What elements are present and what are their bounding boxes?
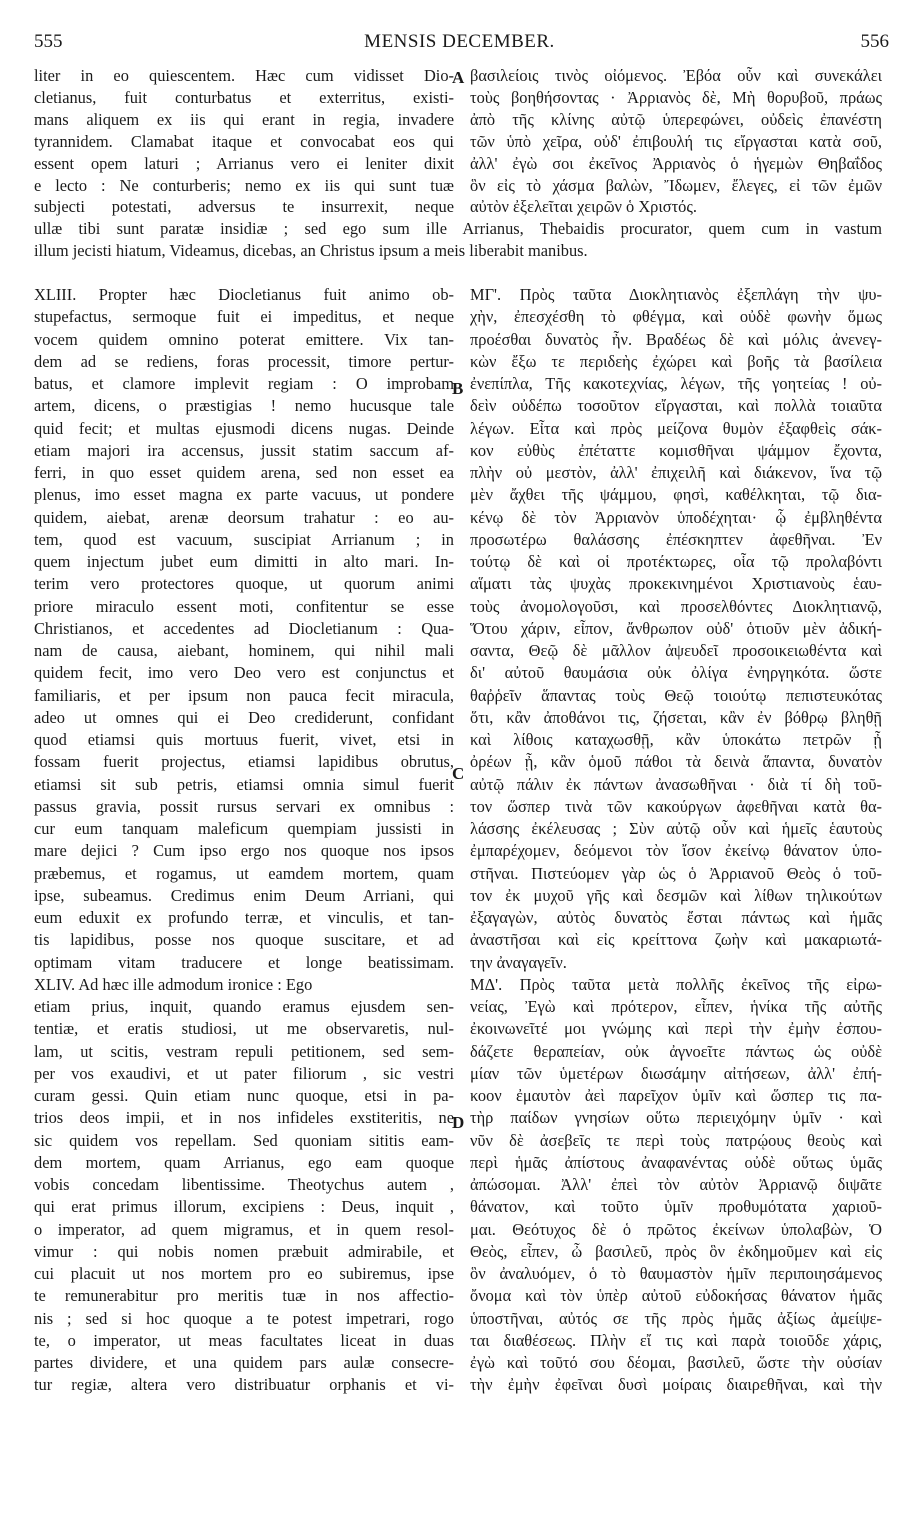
text-line: vimur : qui nobis nomen præbuit admirabile, et xyxy=(34,1241,454,1261)
text-line: τούτῳ δὲ καὶ οἱ προτέκτωρες, οἷα τῷ προλαβόντι xyxy=(470,552,882,571)
text-line: ὃν εἰς τὸ χάσμα βαλὼν, Ἴδωμεν, ἔλεγες, εἰ τῶν ἐμῶν xyxy=(470,175,882,195)
text-line: θαῤῥεῖν ἅπαντας τοὺς Θεῷ τοιούτῳ πεπιστευκότας xyxy=(470,685,882,705)
text-line: ὃν ἀναλυόμεν, ὁ τὸ θαυμαστὸν ἡμῖν περιποιησάμενος xyxy=(470,1264,882,1283)
text-line: μίαν τῶν ὑμετέρων διωσάμην αἰτήσεων, ἀλλ' ἐπή- xyxy=(470,1063,882,1083)
text-line: etiam prius, inquit, quando eramus ejusdem sen- xyxy=(34,997,454,1016)
text-line: ullæ tibi sunt paratæ insidiæ ; sed ego sum ille Arrianus, Thebaidis procurator, quem cum in vastum xyxy=(34,219,882,238)
text-line: λάσσης ἐκέλευσας ; Σὺν αὐτῷ οὖν καὶ ἡμεῖς ἑαυτοὺς xyxy=(470,819,882,838)
text-line: τὴρ παίδων γνησίων οὕτω περιειχόμην ὑμῖν · καὶ xyxy=(470,1108,882,1128)
text-line: partes dividere, et una quidem pars aulæ consecre- xyxy=(34,1353,454,1372)
text-line: ἐμπαρέχομεν, δεόμενοι τὸν ἴσον ἐκείνῳ θάνατον ὑπο- xyxy=(470,841,882,861)
text-line: ἐκοινωνεῖτέ μοι γνώμης καὶ περὶ τὴν ἐμὴν ἐσπου- xyxy=(470,1019,882,1039)
text-line: βασιλείοις τινὸς οἰόμενος. Ἐβόα οὖν καὶ συνεκάλει xyxy=(470,66,882,85)
section-marker-d: D xyxy=(452,1113,465,1132)
text-line: cletianus, fuit conturbatus et exterritus, existi- xyxy=(34,87,454,107)
text-line: plenus, imo esset magna ex parte vacuus, ut pondere xyxy=(34,485,454,505)
text-line: mare dejici ? Cum ipso ergo nos quoque nos ipsos xyxy=(34,841,454,861)
text-line: ὑποστῆναι, αὐτός σε τῆς πρὸς ἡμᾶς ἀξίως ἀμείψε- xyxy=(470,1308,882,1328)
text-line: ferri, in quo esset quidem arena, sed non esset ea xyxy=(34,463,454,482)
page-number-left: 555 xyxy=(34,31,63,52)
text-line: vobis concedam libentissime. Theotychus autem , xyxy=(34,1175,454,1194)
text-line: Ὅτου χάριν, εἶπον, ἄνθρωπον οὐδ' ὁτιοῦν μὲν ἀδική- xyxy=(470,618,882,638)
text-line: quid fecit; et multas ejusmodi dicens nugas. Deinde xyxy=(34,418,454,438)
text-line: lam, ut scitis, vestram repuli petitionem, sed sem- xyxy=(34,1041,454,1061)
text-line: etiam majori ira accensus, jussit statim saccum af- xyxy=(34,440,454,460)
text-line: optimam vitam traducere et longe beatissimam. xyxy=(34,952,454,972)
text-line: Θεὸς, εἶπεν, ὦ βασιλεῦ, πρὸς ὃν ἐκδημοῦμεν καὶ εἰς xyxy=(470,1241,882,1261)
text-line: illum jecisti hiatum, Videamus, dicebas, an Christus ipsum a meis liberabit manibus. xyxy=(34,241,588,260)
text-line: προέσθαι δυνατὸς ἦν. Βραδέως δὲ καὶ μόλις ἀνενεγ- xyxy=(470,329,882,349)
text-line: dem ad se rediens, foras processit, timore pertur- xyxy=(34,351,454,371)
text-line: essent opem laturi ; Arrianus vero ei leniter dixit xyxy=(34,153,454,173)
text-line: ipse, subeamus. Credimus enim Deum Arriani, qui xyxy=(34,885,454,905)
text-line: quod etiamsi quis mortuus fuerit, vivet, etsi in xyxy=(34,730,454,749)
text-line: tis lapidibus, posse nos quoque suscitare, et ad xyxy=(34,930,454,950)
text-line: stupefactus, sermoque fuit ei impeditus, et neque xyxy=(34,307,454,327)
text-line: δεὶν οὐδέπω τοσοῦτον εἴργασται, καὶ πολλὰ τοιαῦτα xyxy=(470,396,882,416)
text-line: o imperator, ad quem migramus, et in quem resol- xyxy=(34,1219,454,1239)
text-line: ΜΔ'. Πρὸς ταῦτα μετὰ πολλῆς ἐκεῖνος τῆς εἰρω- xyxy=(470,974,882,994)
text-line: sic quidem vos repellam. Sed quoniam sititis eam- xyxy=(34,1130,454,1150)
text-line: σαντα, Θεῷ δὲ μᾶλλον ἀψευδεῖ προσοικειωθέντα καὶ xyxy=(470,641,882,660)
text-line: χὴν, ἐπεσχέσθη τὸ φθέγμα, καὶ οὐδὲ φωνὴν ὅμως xyxy=(470,307,882,327)
text-line: præbemus, et rogamus, ut eamdem mortem, quam xyxy=(34,863,454,883)
text-line: vocem quidem omnino poterat emittere. Vix tan- xyxy=(34,329,454,349)
text-line: quidem fecit, imo vero Deo vero est conjunctus et xyxy=(34,663,454,683)
text-line: ὀρέων ᾖ, κἂν ὁμοῦ πάθοι τὰ δεινὰ ἅπαντα, δυνατὸν xyxy=(470,752,882,772)
text-line: αὐτὸν ἐξελεῖται χειρῶν ὁ Χριστός. xyxy=(470,197,697,217)
text-line: trios deos impii, et in nos infideles exstiteritis, ne xyxy=(34,1108,454,1128)
text-line: tyrannidem. Clamabat itaque et convocabat eos qui xyxy=(34,131,454,151)
text-line: liter in eo quiescentem. Hæc cum vidisset Dio- xyxy=(34,66,454,85)
text-line: προσωτέρω θαλάσσης ἐπέσκηπτεν ἀφεθῆναι. Ἐν xyxy=(470,529,882,549)
text-line: cui placuit ut nos mortem pro eo subiremus, ipse xyxy=(34,1264,454,1283)
text-line: mans aliquem ex iis qui erant in regia, invadere xyxy=(34,109,454,129)
text-line: ται διαθέσεως. Πλὴν εἴ τις καὶ παρὰ τοιοῦδε χάρις, xyxy=(470,1330,882,1350)
text-line: ἀπώσομαι. Ἀλλ' ἐπεὶ τὸν αὐτὸν Ἀρριανῷ διψᾶτε xyxy=(470,1175,882,1194)
text-line: τον ὥσπερ τινὰ τῶν κακούργων ἀφεθῆναι κατὰ θα- xyxy=(470,796,882,816)
text-line: ἀπὸ τῆς κλίνης αὐτῷ ὑπερεφώνει, οὐδεὶς ἐπανέστη xyxy=(470,109,882,129)
text-line: adeo ut omnes qui ei Deo crediderunt, confidant xyxy=(34,707,454,727)
text-line: passus gravia, possit rursus servari ex omnibus : xyxy=(34,796,454,816)
text-line: XLIII. Propter hæc Diocletianus fuit animo ob- xyxy=(34,285,454,304)
text-line: κοον ἐμαυτὸν ἀεὶ παρεῖχον ὑμῖν καὶ ὥσπερ τις πα- xyxy=(470,1086,882,1105)
text-line: fossam fuerit projectus, etiamsi lapidibus obrutus, xyxy=(34,752,454,772)
section-marker-a: A xyxy=(452,68,465,87)
text-line: tem, quod est vacuum, suscipiat Arrianum ; in xyxy=(34,529,454,549)
text-line: κένῳ δὲ τὸν Ἀρριανὸν ὑποδέχηται· ᾧ ἐμβληθέντα xyxy=(470,507,882,527)
text-line: tentiæ, et eratis studiosi, ut me observaretis, nul- xyxy=(34,1019,454,1039)
text-line: te, o imperator, ut meas facultates liceat in duas xyxy=(34,1330,454,1350)
text-line: αὐτῷ πάλιν ἐκ πάντων ἀνασωθῆναι · διὰ τί δὴ τοῦ- xyxy=(470,774,882,794)
text-line: κὼν ἔξω τε περιδεὴς ἐχώρει καὶ βοῆς τὰ βασίλεια xyxy=(470,351,882,371)
text-line: terim vero protectores quoque, ut quorum animi xyxy=(34,574,454,594)
text-line: τῶν ὑπὸ χεῖρα, οὐδ' ἐπιβουλή τις εἴργασται κατὰ σοῦ, xyxy=(470,131,882,151)
text-line: etiamsi sit sub petris, etiamsi omnia simul fuerit xyxy=(34,774,454,794)
page-number-right: 556 xyxy=(860,31,889,52)
text-line: νείας, Ἐγὼ καὶ πρότερον, εἶπεν, ἡνίκα τῆς αὐτῆς xyxy=(470,997,882,1016)
text-line: e lecto : Ne conturberis; nemo ex iis qui sunt tuæ xyxy=(34,175,454,195)
text-line: ὄνομα καὶ τὸν ὑπὲρ αὐτοῦ εὐδοκήσας θάνατον ἡμᾶς xyxy=(470,1286,882,1306)
running-title: MENSIS DECEMBER. xyxy=(364,31,555,52)
text-line: την ἀναγαγεῖν. xyxy=(470,952,567,972)
text-line: curam gessi. Quin etiam nunc quoque, etsi in pa- xyxy=(34,1086,454,1105)
text-line: ἐγὼ καὶ τοῦτό σου δέομαι, βασιλεῦ, ὥστε τὴν οὐσίαν xyxy=(470,1353,882,1372)
text-line: qui erat primus illorum, excipiens : Deus, inquit , xyxy=(34,1197,454,1217)
text-line: tur regiæ, altera vero distribuatur orphanis et vi- xyxy=(34,1375,454,1395)
text-line: στῆναι. Πιστεύομεν γὰρ ὡς ὁ Ἀρριανοῦ Θεὸς ὁ τοῦ- xyxy=(470,863,882,883)
text-line: νῦν δὲ ἀσεβεῖς τε περὶ τοὺς πατρῴους θεοὺς καὶ xyxy=(470,1130,882,1150)
text-line: πλὴν οὐ μεστὸν, ἀλλ' ἐπιχειλῆ καὶ διάκενον, ἵνα τῷ xyxy=(470,463,882,482)
text-line: μαι. Θεότυχος δὲ ὁ πρῶτος ἐκείνων ὑπολαβὼν, Ὁ xyxy=(470,1219,882,1239)
text-line: θάνατον, καὶ τοῦτο ὑμῖν προθυμότατα χαριοῦ- xyxy=(470,1197,882,1217)
text-line: περὶ ἡμᾶς ἀπίστους ἀναφανέντας οὐδὲ οὕτως ὑμᾶς xyxy=(470,1152,882,1172)
text-line: eum eduxit ex profundo terræ, et vinculis, et tan- xyxy=(34,908,454,927)
text-line: ὅτι, κἂν ἀποθάνοι τις, ζήσεται, κἂν ἐν βόθρῳ βληθῇ xyxy=(470,707,882,727)
text-line: δι' αὐτοῦ θαυμάσια οὐκ ὀλίγα ἐνηργηκότα. ὥστε xyxy=(470,663,882,683)
text-line: ἀναστῆσαι καὶ εἰς κρείττονα ζωὴν καὶ μακαριωτά- xyxy=(470,930,882,950)
text-line: μὲν ἄχθει τῆς ψάμμου, φησὶ, καθέλκηται, τῷ δια- xyxy=(470,485,882,505)
text-line: familiaris, et per ipsum non pauca fecit miracula, xyxy=(34,685,454,705)
text-line: ἀλλ' ἐγὼ σοι ἐκεῖνος Ἀρριανὸς ὁ ἡγεμὼν Θηβαΐδος xyxy=(470,153,882,173)
text-line: nis ; sed si hoc quoque a te potest impetrari, rogo xyxy=(34,1308,454,1328)
text-line: te remunerabitur pro meritis tuæ in nos affectio- xyxy=(34,1286,454,1306)
text-line: quidem, aiebat, arenæ deorsum trahatur : eo au- xyxy=(34,507,454,527)
text-line: λέγων. Εἶτα καὶ πρὸς μείζονα θυμὸν ἐξαφθεὶς σάκ- xyxy=(470,418,882,438)
text-line: Christianos, et accedentes ad Diocletianum : Qua- xyxy=(34,618,454,638)
section-marker-b: B xyxy=(452,379,464,398)
text-line: κον εὐθὺς ἐπέταττε κομισθῆναι ψάμμον ἔχοντα, xyxy=(470,440,882,460)
text-line: καὶ λίθοις καταχωσθῇ, κἂν ὑποκάτω πετρῶν ᾖ xyxy=(470,730,882,749)
text-line: batus, et clamore implevit regiam : O improbam xyxy=(34,374,454,393)
text-line: XLIV. Ad hæc ille admodum ironice : Ego xyxy=(34,974,313,994)
text-line: nam de causa, aiebant, hominem, qui nihil mali xyxy=(34,641,454,660)
text-line: τοὺς βοηθήσοντας · Ἀρριανὸς δὲ, Μὴ θορυβοῦ, πράως xyxy=(470,87,882,107)
text-line: quem injectum jubet eum dimitti in alto mari. In- xyxy=(34,552,454,571)
text-line: τον ἐκ μυχοῦ γῆς καὶ δεσμῶν καὶ λίθων τηλικούτων xyxy=(470,885,882,905)
text-line: ἐξαγαγὼν, αὐτὸς δυνατὸς ἔσται πάντως καὶ ἡμᾶς xyxy=(470,908,882,927)
text-line: τὴν ἐμὴν ἐφεῖναι δυσὶ μοίραις διαιρεθῆναι, καὶ τὴν xyxy=(470,1375,882,1395)
text-line: per vos exaudivi, et ut pater filiorum , sic vestri xyxy=(34,1063,454,1083)
text-line: δάζετε θεραπείαν, οὐκ ἀγνοεῖτε πάντως ὡς οὐδὲ xyxy=(470,1041,882,1061)
text-line: dem mortem, quam Arrianus, ego eam quoque xyxy=(34,1152,454,1172)
text-line: ἐνεπίπλα, Τῆς κακοτεχνίας, λέγων, τῆς γοητείας ! οὐ- xyxy=(470,374,882,393)
text-line: αἵματι τὰς ψυχὰς προκεκινημένοι Χριστιανοὺς ἑαυ- xyxy=(470,574,882,594)
section-marker-c: C xyxy=(452,764,465,783)
text-line: artem, dicens, o præstigias ! nemo hucusque tale xyxy=(34,396,454,416)
text-line: τοὺς ἀνομολογοῦσι, καὶ προσελθόντες Διοκλητιανῷ, xyxy=(470,596,882,616)
text-line: ΜΓ'. Πρὸς ταῦτα Διοκλητιανὸς ἐξεπλάγη τὴν ψυ- xyxy=(470,285,882,304)
text-line: priore miraculo essent moti, confitentur se esse xyxy=(34,596,454,616)
text-line: subjecti potestati, adversus te insurrexit, neque xyxy=(34,197,454,217)
text-line: cur eum tanquam maleficum quempiam jussisti in xyxy=(34,819,454,838)
